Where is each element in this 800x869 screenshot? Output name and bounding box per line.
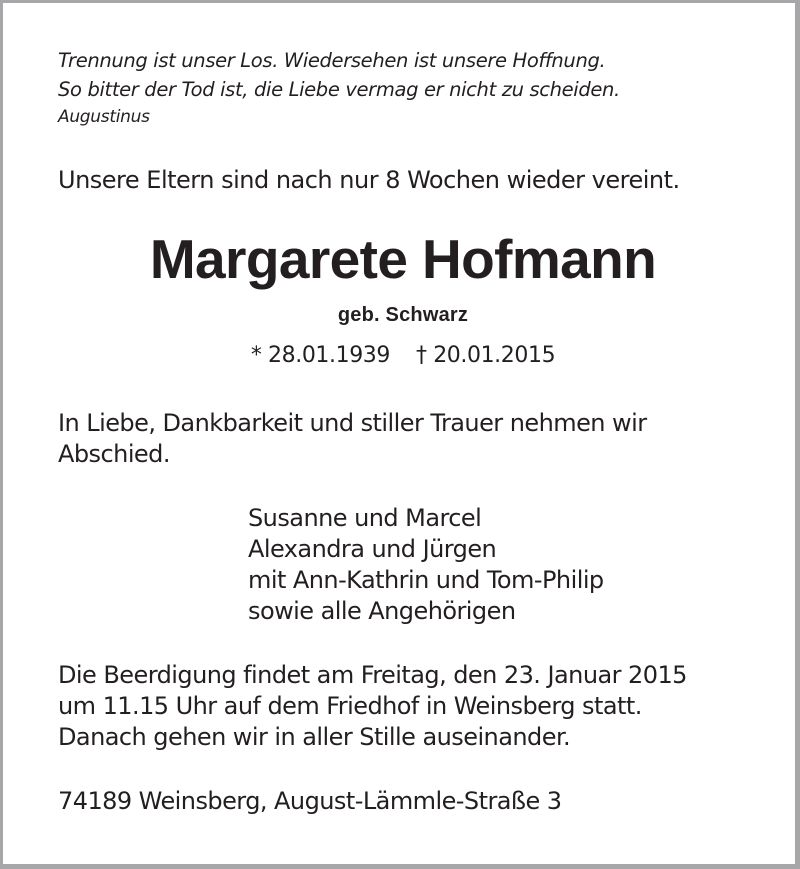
mourner-line-1: Susanne und Marcel (248, 504, 482, 532)
intro-text: Unsere Eltern sind nach nur 8 Wochen wieder vereint. (58, 166, 680, 194)
mourner-line-2: Alexandra und Jürgen (248, 535, 497, 563)
death-date: 20.01.2015 (433, 343, 556, 368)
birth-star-icon: * (250, 343, 262, 368)
address: 74189 Weinsberg, August-Lämmle-Straße 3 (58, 787, 562, 815)
life-dates (3, 345, 800, 367)
quote-author: Augustinus (58, 107, 150, 127)
funeral-line-2: um 11.15 Uhr auf dem Friedhof in Weinsberg statt. (58, 692, 642, 720)
funeral-line-3: Danach gehen wir in aller Stille auseinander. (58, 723, 571, 751)
mourner-line-3: mit Ann-Kathrin und Tom-Philip (248, 566, 604, 594)
farewell-line-1: In Liebe, Dankbarkeit und stiller Trauer nehmen wir (58, 409, 647, 437)
mourner-line-4: sowie alle Angehörigen (248, 597, 516, 625)
quote-line-2: So bitter der Tod ist, die Liebe vermag er nicht zu scheiden. (58, 78, 620, 101)
death-cross-icon: † (416, 343, 427, 368)
birth-date: 28.01.1939 (268, 343, 390, 368)
maiden-name: geb. Schwarz (337, 304, 469, 326)
funeral-line-1: Die Beerdigung findet am Freitag, den 23. Januar 2015 (58, 661, 687, 689)
deceased-name: Margarete Hofmann (149, 228, 657, 290)
quote-line-1: Trennung ist unser Los. Wiedersehen ist unsere Hoffnung. (58, 49, 606, 72)
farewell-line-2: Abschied. (58, 440, 170, 468)
